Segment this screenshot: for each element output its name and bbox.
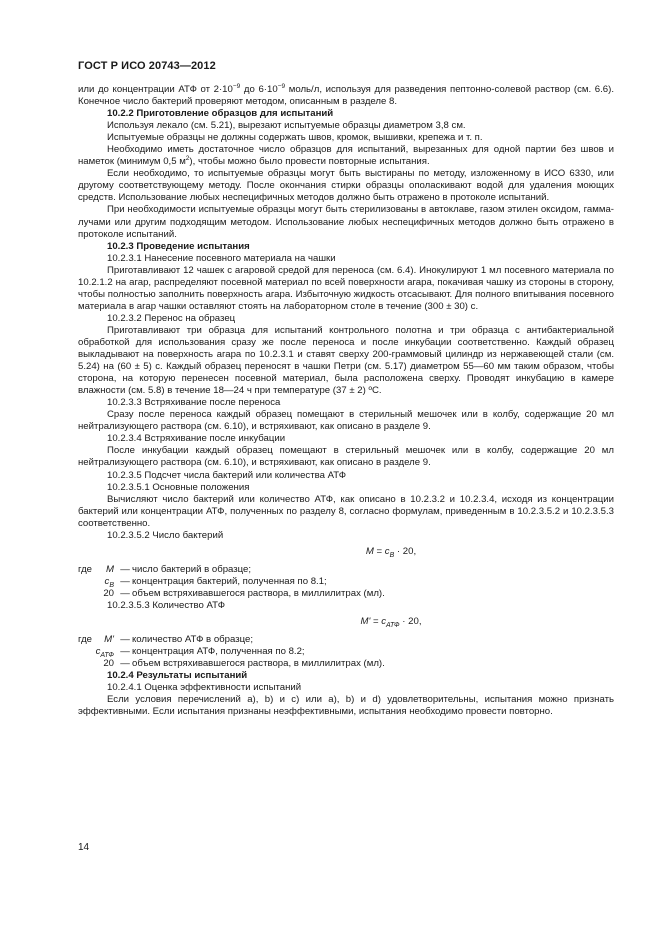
subsection-title: 10.2.3.5.1 Основные положения xyxy=(107,481,250,493)
paragraph: Сразу после переноса каждый образец помещают в стерильный мешочек или в колбу, содержащие 20 мл нейтрализующего раствора (см. 6.10), и встряхивают, как описано в разделе 9. xyxy=(78,409,614,433)
legend-row: $c_{АТФ}$ — концентрация АТФ, полученная по 8.2; xyxy=(95,646,305,660)
subsection-title: 10.2.3.2 Перенос на образец xyxy=(107,312,236,324)
paragraph: Используя лекало (см. 5.21), вырезают испытуемые образцы диаметром 3,8 см. xyxy=(107,120,466,132)
legend-row: где M — число бактерий в образце; xyxy=(78,563,252,575)
paragraph: Приготавливают 12 чашек с агаровой средой для переноса (см. 6.4). Инокулируют 1 мл посевного материала по 10.2.1.2 на агар, распределяют посевной материал по всей поверхности агара, покачивая чашку из стороны в сторону, чтобы полностью заполнить поверхность агара. Избыточную жидкость отсасывают. Для полного впитывания посевного материала в агар чашки оставляют стоять на лабораторном столе в течение (300 ± 30) с. xyxy=(78,264,614,312)
page-header: ГОСТ Р ИСО 20743—2012 xyxy=(78,60,216,72)
paragraph: Необходимо иметь достаточное число образцов для испытаний, вырезанных для одной партии без швов и наметок (минимум 0,5 $м^2$), чтобы можно было провести повторные испытания. xyxy=(78,144,614,168)
subsection-title: 10.2.4.1 Оценка эффективности испытаний xyxy=(107,682,302,694)
subsection-title: 10.2.3.5.3 Количество АТФ xyxy=(107,599,226,611)
paragraph: После инкубации каждый образец помещают в стерильный мешочек или в колбу, содержащие 20 мл нейтрализующего раствора (см. 6.10), и встряхивают, как описано в разделе 9. xyxy=(78,445,614,469)
legend-row: $c_B$ — концентрация бактерий, полученная по 8.1; xyxy=(104,575,327,589)
page-number: 14 xyxy=(78,842,90,853)
paragraph: Приготавливают три образца для испытаний контрольного полотна и три образца с антибактериальной обработкой для использования сразу же после переноса и после инкубации соответственно. Каждый образец выкладывают на поверхность агара по 10.2.3.1 и ставят сверху 200-граммовый цилиндр из нержавеющей стали (см. 5.24) на (60 ± 5) с. Каждый образец переносят в чашки Петри (см. 5.17) диаметром 55—60 мм таким образом, чтобы сторона, на которую перенесен посевной материал, была расположена сверху. Проводят инкубацию в камере влажности (см. 5.8) в течение 18—24 ч при температуре (37 ± 2) ºС. xyxy=(78,324,614,397)
formula-bacteria: $M = c_B \cdot 20$, xyxy=(365,545,417,559)
subsection-title: 10.2.3.4 Встряхивание после инкубации xyxy=(107,433,286,445)
paragraph: Вычисляют число бактерий или количество АТФ, как описано в 10.2.3.2 и 10.2.3.4, исходя из концентрации бактерий или концентрации АТФ, полученных по разделу 8, согласно формулам, приведенным в 10.2.3.5.2 и 10.2.3.5.3 соответственно. xyxy=(78,493,614,529)
subsection-title: 10.2.3.1 Нанесение посевного материала на чашки xyxy=(107,252,336,264)
formula-atp: $M' = c_{АТФ} \cdot 20$, xyxy=(360,616,422,629)
section-10-2-3-heading: 10.2.3 Проведение испытания xyxy=(107,240,250,252)
subsection-title: 10.2.3.5 Подсчет числа бактерий или количества АТФ xyxy=(107,469,347,481)
legend-row: 20 — объем встряхивавшегося раствора, в миллилитрах (мл). xyxy=(103,658,385,670)
paragraph: Если необходимо, то испытуемые образцы могут быть выстираны по методу, изложенному в ИСО 6330, или другому соответствующему методу. После окончания стирки образцы ополаскивают водой для удаления моющих средств. Использование любых неспецифичных методов должно быть отражено в протоколе испытаний. xyxy=(78,168,614,204)
section-10-2-2-heading: 10.2.2 Приготовление образцов для испытаний xyxy=(107,108,334,120)
paragraph: При необходимости испытуемые образцы могут быть стерилизованы в автоклаве, газом этилен оксидом, гамма-лучами или другим подходящим методом. Использование любых неспецифичных методов должно быть отражено в протоколе испытаний. xyxy=(78,204,614,240)
intro-paragraph: или до концентрации АТФ от $2\cdot 10^{-9}$ до $6\cdot 10^{-9}$ моль/л, используя для разведения пептонно-солевой раствор (см. 6.6). Конечное число бактерий проверяют методом, описанным в разделе 8. xyxy=(78,83,614,108)
section-10-2-4-heading: 10.2.4 Результаты испытаний xyxy=(107,670,248,682)
document-body xyxy=(78,84,614,718)
legend-row: где M' — количество АТФ в образце; xyxy=(78,634,253,646)
legend-row: 20 — объем встряхивавшегося раствора, в миллилитрах (мл). xyxy=(103,587,385,599)
subsection-title: 10.2.3.3 Встряхивание после переноса xyxy=(107,397,281,409)
subsection-title: 10.2.3.5.2 Число бактерий xyxy=(107,529,224,541)
paragraph: Испытуемые образцы не должны содержать швов, кромок, вышивки, крепежа и т. п. xyxy=(107,132,483,144)
paragraph: Если условия перечислений a), b) и c) или a), b) и d) удовлетворительны, испытания можно признать эффективными. Если испытания признаны неэффективными, испытания необходимо провести повторно. xyxy=(78,694,614,718)
